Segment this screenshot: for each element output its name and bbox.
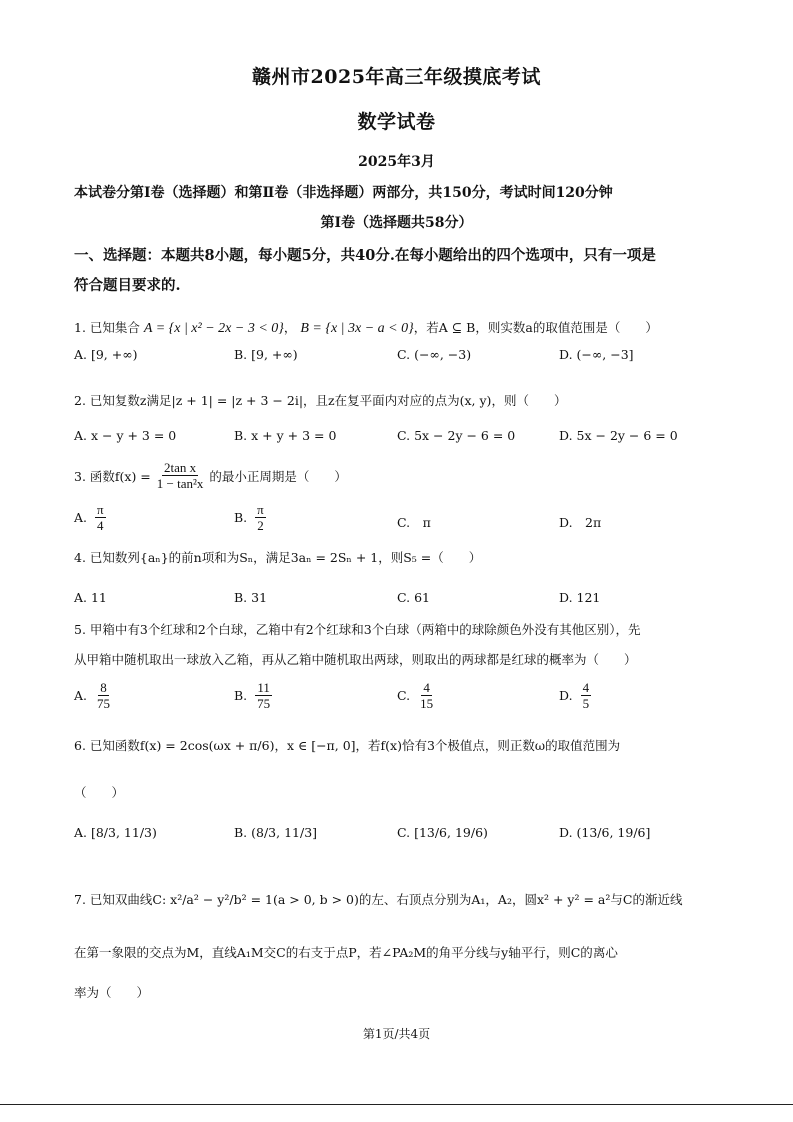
q1-option-c: C. (−∞, −3) xyxy=(397,347,472,362)
q5-option-c-den: 15 xyxy=(420,696,434,711)
q2-option-b: B. x + y + 3 = 0 xyxy=(234,428,337,443)
q5-option-d xyxy=(559,680,591,711)
q3-option-b-num: π xyxy=(257,502,264,517)
question-1: 1. 已知集合 A = {x | x² − 2x − 3 < 0}， B = {x | 3x − a < 0}，若A ⊆ B，则实数a的取值范围是（ ） xyxy=(74,320,658,336)
q3-option-b-label: B. xyxy=(234,510,248,525)
q5-option-a xyxy=(74,680,112,711)
question-6-line1: 6. 已知函数f(x) = 2cos(ωx + π/6)，x ∈ [−π, 0]，若f(x)恰有3个极值点，则正数ω的取值范围为 xyxy=(74,738,621,753)
q3-numerator: 2tan x xyxy=(164,460,197,475)
question-4: 4. 已知数列{aₙ}的前n项和为Sₙ，满足3aₙ = 2Sₙ + 1，则S₅ =（ ） xyxy=(74,550,482,565)
q3-option-c: C. π xyxy=(397,515,431,530)
q6-option-d: D. (13/6, 19/6] xyxy=(559,825,651,840)
q5-option-c-label: C. xyxy=(397,688,411,703)
question-2: 2. 已知复数z满足|z + 1| = |z + 3 − 2i|，且z在复平面内对应的点为(x, y)，则（ ） xyxy=(74,393,567,408)
page-bottom-rule xyxy=(0,1104,793,1105)
q3-prefix: 3. 函数f(x) = xyxy=(74,468,151,484)
q2-option-a: A. x − y + 3 = 0 xyxy=(74,428,177,443)
q1-condition: ，若A ⊆ B，则实数a的取值范围是（ ） xyxy=(413,320,658,335)
q5-option-c xyxy=(397,680,435,711)
q5-option-b-den: 75 xyxy=(257,696,271,711)
q3-option-d: D. 2π xyxy=(559,515,602,530)
q6-option-c: C. [13/6, 19/6) xyxy=(397,825,488,840)
q2-option-d: D. 5x − 2y − 6 = 0 xyxy=(559,428,678,443)
q4-option-d: D. 121 xyxy=(559,590,601,605)
q1-prefix: 1. 已知集合 xyxy=(74,320,140,335)
section1-instructions-line2: 符合题目要求的. xyxy=(74,277,181,294)
exam-date: 2025年3月 xyxy=(358,154,435,170)
part1-heading: 第Ⅰ卷（选择题共58分） xyxy=(320,215,473,231)
question-6-line2: （ ） xyxy=(74,785,125,800)
q4-option-a: A. 11 xyxy=(74,590,107,605)
q3-option-a-num: π xyxy=(97,502,104,517)
section1-instructions-line1: 一、选择题：本题共8小题，每小题5分，共40分.在每小题给出的四个选项中，只有一项是 xyxy=(74,247,656,264)
question-3 xyxy=(74,460,347,491)
q5-option-b-num: 11 xyxy=(257,680,270,695)
q3-option-a-den: 4 xyxy=(97,518,104,533)
q3-denominator: 1 − tan²x xyxy=(156,476,204,491)
question-5-line2: 从甲箱中随机取出一球放入乙箱，再从乙箱中随机取出两球，则取出的两球都是红球的概率为（ ） xyxy=(74,652,637,667)
exam-intro: 本试卷分第Ⅰ卷（选择题）和第Ⅱ卷（非选择题）两部分，共150分，考试时间120分钟 xyxy=(74,185,613,201)
q3-option-b-den: 2 xyxy=(257,518,264,533)
q6-option-a: A. [8/3, 11/3) xyxy=(74,825,157,840)
question-7-line3: 率为（ ） xyxy=(74,985,150,1000)
q5-option-d-den: 5 xyxy=(582,696,590,711)
page-number: 第1页/共4页 xyxy=(362,1027,431,1041)
exam-title: 赣州市2025年高三年级摸底考试 xyxy=(252,66,541,88)
q5-option-d-label: D. xyxy=(559,688,573,703)
q3-option-a xyxy=(74,502,106,533)
exam-subtitle: 数学试卷 xyxy=(357,111,436,133)
q1-set-b: B = {x | 3x − a < 0} xyxy=(300,321,414,336)
q4-option-c: C. 61 xyxy=(397,590,430,605)
q3-option-b xyxy=(234,502,266,533)
q3-fraction xyxy=(155,460,206,491)
q5-option-a-num: 8 xyxy=(100,680,107,695)
q3-option-a-label: A. xyxy=(74,510,88,525)
q5-option-b xyxy=(234,680,272,711)
q5-option-a-label: A. xyxy=(74,688,88,703)
q5-option-c-num: 4 xyxy=(423,680,430,695)
q3-suffix: 的最小正周期是（ ） xyxy=(209,468,347,484)
question-5-line1: 5. 甲箱中有3个红球和2个白球，乙箱中有2个红球和3个白球（两箱中的球除颜色外没有其他区别），先 xyxy=(74,622,641,637)
question-7-line1: 7. 已知双曲线C: x²/a² − y²/b² = 1(a > 0, b > 0)的左、右顶点分别为A₁，A₂，圆x² + y² = a²与C的渐近线 xyxy=(74,892,683,907)
q1-option-d: D. (−∞, −3] xyxy=(559,347,634,362)
q5-option-a-den: 75 xyxy=(97,696,111,711)
q1-set-a: A = {x | x² − 2x − 3 < 0} xyxy=(143,321,284,336)
q2-option-c: C. 5x − 2y − 6 = 0 xyxy=(397,428,516,443)
q4-option-b: B. 31 xyxy=(234,590,268,605)
q5-option-d-num: 4 xyxy=(582,680,590,695)
q1-option-b: B. [9, +∞) xyxy=(234,347,298,362)
q1-option-a: A. [9, +∞) xyxy=(74,347,138,362)
q6-option-b: B. (8/3, 11/3] xyxy=(234,825,318,840)
q5-option-b-label: B. xyxy=(234,688,248,703)
question-7-line2: 在第一象限的交点为M，直线A₁M交C的右支于点P，若∠PA₂M的角平分线与y轴平行，则C的离心 xyxy=(74,945,618,960)
